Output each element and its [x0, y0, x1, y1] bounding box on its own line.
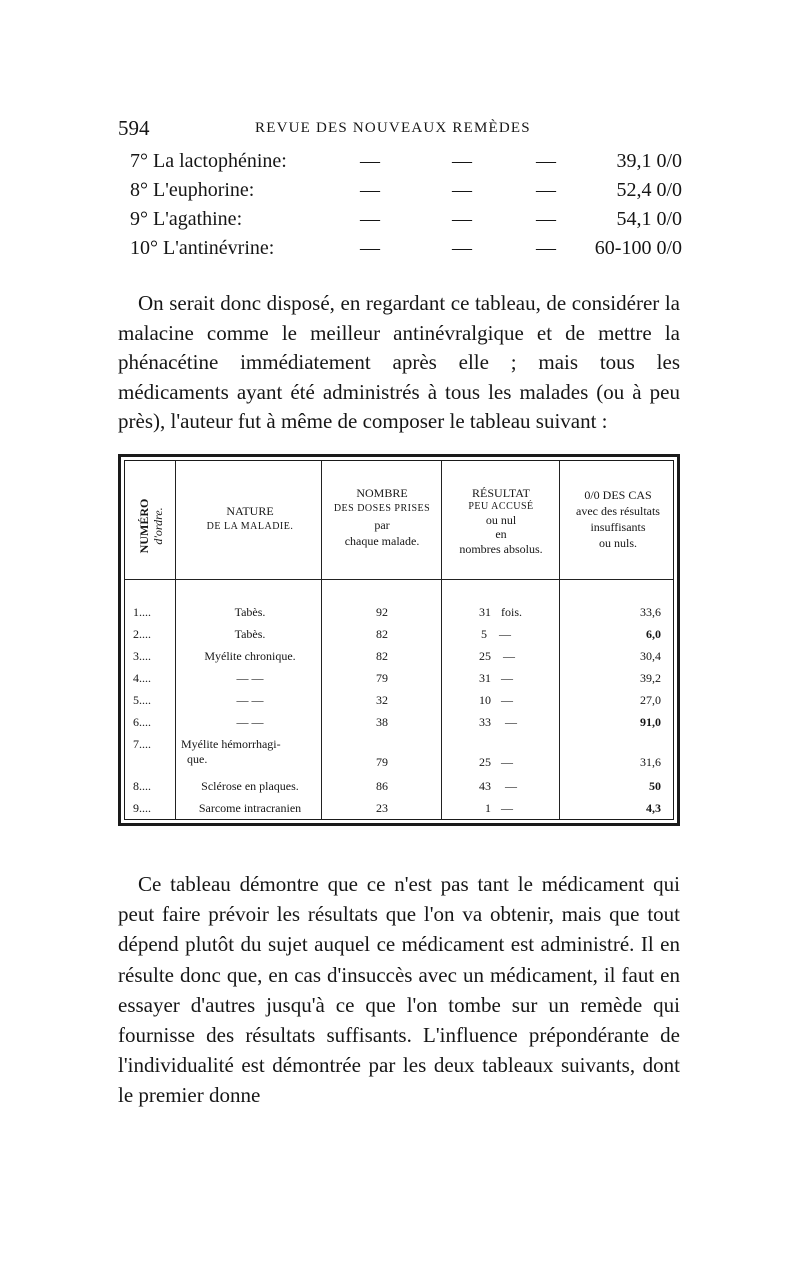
header-cas [561, 487, 675, 551]
row-nature: — — [236, 693, 264, 707]
list-item [130, 150, 682, 179]
row-nature: Tabès. [234, 605, 266, 619]
page-number: 594 [118, 116, 150, 140]
row-percentage: 91,0 [640, 715, 661, 729]
header-nombre-l2: DES DOSES PRISES [333, 503, 431, 514]
header-divider [125, 579, 673, 580]
running-title: REVUE DES NOUVEAUX REMÈDES [255, 120, 531, 136]
row-doses: 32 [376, 693, 388, 707]
list-item-percentage: 52,4 0/0 [616, 179, 682, 201]
list-item [130, 179, 682, 208]
row-doses: 79 [376, 755, 388, 769]
row-number: 8.... [133, 779, 151, 793]
header-numero [131, 491, 171, 561]
page-header [118, 116, 680, 140]
header-nature-l2: DE LA MALADIE. [206, 521, 294, 532]
row-number: 3.... [133, 649, 151, 663]
header-resultat-l5: nombres absolus. [459, 542, 543, 556]
row-percentage: 6,0 [646, 627, 661, 641]
row-nature: — — [236, 715, 264, 729]
row-result-unit: — [501, 755, 513, 769]
row-result-unit: fois. [501, 605, 522, 619]
list-item-name: 8° L'euphorine: [130, 179, 255, 201]
row-doses: 92 [376, 605, 388, 619]
row-percentage: 27,0 [640, 693, 661, 707]
row-percentage: 50 [649, 779, 661, 793]
list-item [130, 208, 682, 237]
row-result-value: 31 [479, 605, 491, 619]
column-divider [175, 461, 176, 819]
header-numero-l1: NUMÉRO [137, 498, 151, 554]
header-nombre-l4: chaque malade. [344, 534, 420, 548]
ditto-dash: — [452, 208, 472, 230]
row-nature: Sclérose en plaques. [201, 779, 299, 793]
list-item-name: 9° L'agathine: [130, 208, 243, 230]
header-resultat [443, 485, 559, 557]
list-item-percentage: 54,1 0/0 [616, 208, 682, 230]
row-number: 2.... [133, 627, 151, 641]
row-number: 5.... [133, 693, 151, 707]
row-percentage: 31,6 [640, 755, 661, 769]
row-doses: 23 [376, 801, 388, 815]
row-doses: 79 [376, 671, 388, 685]
row-result-value: 25 [479, 649, 491, 663]
header-cas-l2: avec des résultats [576, 504, 660, 518]
row-result-value: 25 [479, 755, 491, 769]
header-resultat-l4: en [495, 527, 507, 541]
row-percentage: 4,3 [646, 801, 661, 815]
header-cas-l1: 0/0 DES CAS [584, 488, 652, 502]
row-nature: Sarcome intracranien [198, 801, 302, 815]
header-cas-l3: insuffisants [590, 520, 646, 534]
row-doses: 82 [376, 627, 388, 641]
paragraph-conclusion: Ce tableau démontre que ce n'est pas tant le médicament qui peut faire prévoir les résultats que l'on va obtenir, mais que tout dépend plutôt du sujet auquel ce médicament est administré. Il en résulte donc que, en cas d'insuccès avec un médicament, il faut en essayer d'autres jusqu'à ce que l'on tombe sur un remède qui fournisse des résultats suffisants. L'influence prépondérante de l'individualité est démontrée par les deux tableaux suivants, dont le premier donne [118, 872, 680, 1108]
row-number: 6.... [133, 715, 151, 729]
row-result-value: 33 [479, 715, 491, 729]
ditto-dash: — [360, 179, 380, 201]
row-nature [179, 737, 321, 767]
row-result-value: 5 [481, 627, 487, 641]
row-result-value: 31 [479, 671, 491, 685]
percentage-list [130, 150, 682, 266]
ditto-dash: — [536, 237, 556, 259]
header-resultat-l2: PEU ACCUSÉ [468, 501, 534, 512]
ditto-dash: — [536, 208, 556, 230]
row-number: 7.... [133, 737, 151, 751]
row-nature-l2: que. [187, 752, 208, 766]
row-result-unit: — [501, 801, 513, 815]
ditto-dash: — [360, 150, 380, 172]
row-result-unit: — [503, 649, 515, 663]
header-nature-l1: NATURE [226, 504, 274, 518]
row-percentage: 39,2 [640, 671, 661, 685]
header-resultat-l3: ou nul [485, 513, 517, 527]
row-nature: Tabès. [234, 627, 266, 641]
ditto-dash: — [536, 150, 556, 172]
ditto-dash: — [452, 150, 472, 172]
paragraph-intro: On serait donc disposé, en regardant ce tableau, de considérer la malacine comme le meilleur antinévralgique et de mettre la phénacétine immédiatement après elle ; mais tous les médicaments ayant été administrés à tous les malades (ou à peu près), l'auteur fut à même de composer le tableau suivant : [118, 291, 680, 434]
list-item-name: 7° La lactophénine: [130, 150, 287, 172]
list-item-percentage: 60-100 0/0 [594, 237, 682, 259]
list-item-percentage: 39,1 0/0 [616, 150, 682, 172]
table-frame [124, 460, 674, 820]
ditto-dash: — [452, 237, 472, 259]
column-divider [559, 461, 560, 819]
column-divider [321, 461, 322, 819]
header-nombre [323, 485, 441, 549]
ditto-dash: — [452, 179, 472, 201]
row-nature: Myélite chronique. [204, 649, 296, 663]
row-percentage: 30,4 [640, 649, 661, 663]
header-numero-text [137, 499, 165, 554]
row-nature: — — [236, 671, 264, 685]
row-result-unit: — [505, 779, 517, 793]
header-nature [179, 503, 321, 535]
row-number: 9.... [133, 801, 151, 815]
results-table [118, 454, 680, 826]
row-result-value: 1 [485, 801, 491, 815]
header-numero-l2: d'ordre. [151, 507, 165, 545]
row-number: 1.... [133, 605, 151, 619]
header-nombre-l1: NOMBRE [356, 486, 408, 500]
list-item-name: 10° L'antinévrine: [130, 237, 275, 259]
header-nombre-l3: par [374, 518, 390, 532]
row-doses: 82 [376, 649, 388, 663]
header-resultat-l1: RÉSULTAT [472, 486, 530, 500]
row-percentage: 33,6 [640, 605, 661, 619]
row-result-value: 10 [479, 693, 491, 707]
column-divider [441, 461, 442, 819]
row-result-value: 43 [479, 779, 491, 793]
row-result-unit: — [501, 693, 513, 707]
row-result-unit: — [505, 715, 517, 729]
ditto-dash: — [360, 237, 380, 259]
ditto-dash: — [536, 179, 556, 201]
row-doses: 86 [376, 779, 388, 793]
ditto-dash: — [360, 208, 380, 230]
row-result-unit: — [501, 671, 513, 685]
list-item [130, 237, 682, 266]
row-number: 4.... [133, 671, 151, 685]
row-result-unit: — [499, 627, 511, 641]
row-nature-l1: Myélite hémorrhagi- [181, 737, 281, 751]
row-doses: 38 [376, 715, 388, 729]
header-cas-l4: ou nuls. [598, 536, 637, 550]
